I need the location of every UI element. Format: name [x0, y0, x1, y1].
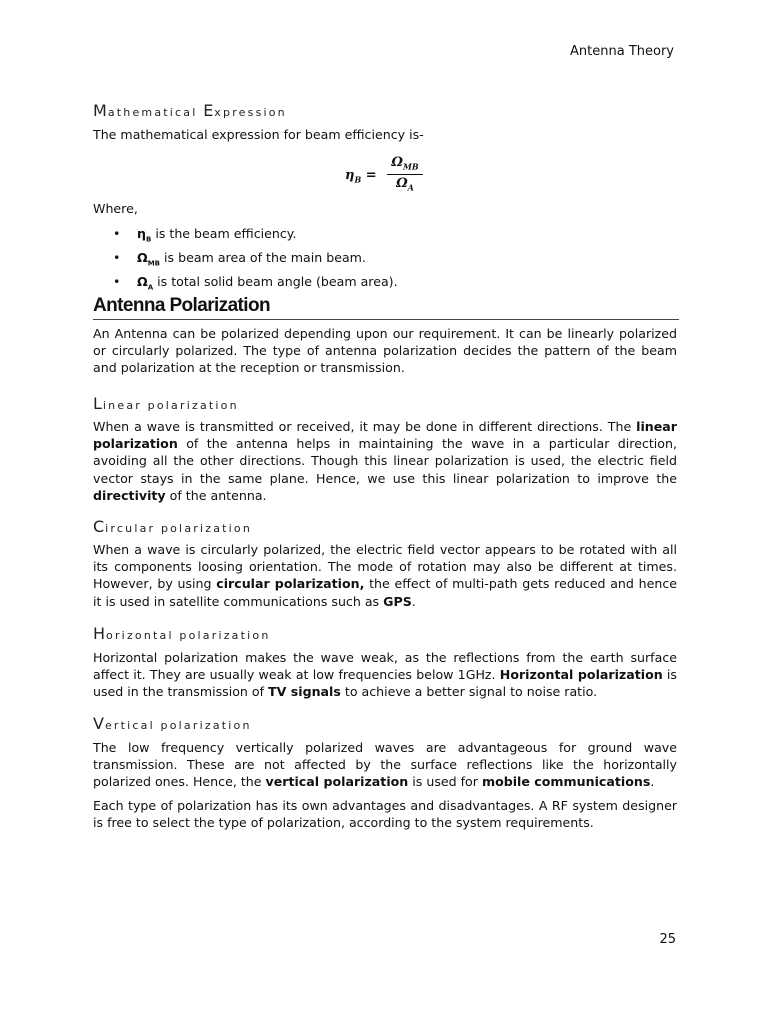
- section-divider: [93, 319, 679, 320]
- list-item: • $\Omega_A$ is total solid beam angle (beam area).: [113, 273, 398, 297]
- subheading-circular-polarization: Circular polarization: [93, 517, 253, 536]
- polarization-intro: An Antenna can be polarized depending upon our requirement. It can be linearly polarized or circularly polarized. The type of antenna polarization decides the pattern of the beam and polarization at the reception or transmission.: [93, 326, 677, 376]
- section-title-antenna-polarization: Antenna Polarization: [93, 295, 270, 316]
- running-header: Antenna Theory: [570, 44, 674, 59]
- math-intro: The mathematical expression for beam efficiency is-: [93, 127, 424, 142]
- list-item: • $\Omega_{MB}$ is beam area of the main beam.: [113, 249, 398, 273]
- list-item: • $\eta_B$ is the beam efficiency.: [113, 225, 398, 249]
- circular-paragraph: When a wave is circularly polarized, the electric field vector appears to be rotated with all its components loosing orientation. The mode of rotation may also be different at times. However, by using circular polarization, the effect of multi-path gets reduced and hence it is used in satellite communications such as GPS.: [93, 542, 677, 609]
- subheading-horizontal-polarization: Horizontal polarization: [93, 624, 271, 643]
- page-number: 25: [659, 932, 676, 947]
- subheading-mathematical-expression: Mathematical Expression: [93, 101, 287, 120]
- subheading-vertical-polarization: Vertical polarization: [93, 714, 252, 733]
- subheading-linear-polarization: Linear polarization: [93, 394, 239, 413]
- vertical-paragraph: The low frequency vertically polarized waves are advantageous for ground wave transmission. These are not affected by the surface reflections like the horizontally polarized ones. Hence, the vertical polarization is used for mobile communications.: [93, 740, 677, 790]
- closing-paragraph: Each type of polarization has its own advantages and disadvantages. A RF system designer is free to select the type of polarization, according to the system requirements.: [93, 798, 677, 831]
- symbol-definitions-list: [113, 225, 398, 297]
- where-label: Where,: [93, 201, 138, 216]
- horizontal-paragraph: Horizontal polarization makes the wave weak, as the reflections from the earth surface affect it. They are usually weak at low frequencies below 1GHz. Horizontal polarization is used in the transmission of TV signals to achieve a better signal to noise ratio.: [93, 650, 677, 700]
- linear-paragraph: When a wave is transmitted or received, it may be done in different directions. The linear polarization of the antenna helps in maintaining the wave in a particular direction, avoiding all the other directions. Though this linear polarization is used, the electric field vector stays in the same plane. Hence, we use this linear polarization to improve the directivity of the antenna.: [93, 419, 677, 503]
